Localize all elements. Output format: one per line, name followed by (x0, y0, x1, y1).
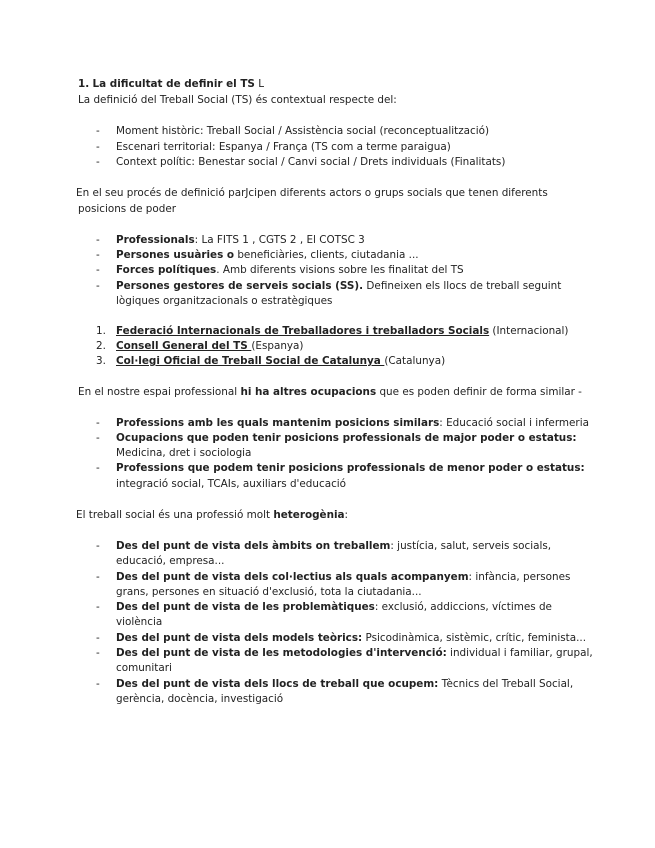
actors-paragraph-line: posicions de poder (78, 203, 177, 215)
list-bullet: - (96, 632, 100, 644)
list-bullet: - (96, 280, 100, 292)
occupations-paragraph: En el nostre espai professional hi ha altres ocupacions que es poden definir de forma similar - (78, 386, 582, 398)
list-item: Col·legi Oficial de Treball Social de Catalunya (Catalunya) (116, 355, 446, 367)
actors-paragraph-line: En el seu procés de definició parJcipen diferents actors o grups socials que tenen diferents (76, 187, 548, 199)
list-item-continuation: lògiques organitzacionals o estratègiques (116, 295, 333, 307)
list-item: Des del punt de vista dels àmbits on treballem: justícia, salut, serveis socials, (116, 540, 552, 552)
list-item: Ocupacions que poden tenir posicions professionals de major poder o estatus: (116, 432, 577, 444)
list-bullet: - (96, 678, 100, 690)
list-item-continuation: grans, persones en situació d'exclusió, tota la ciutadania... (116, 586, 422, 598)
list-item: Des del punt de vista de les metodologies d'intervenció: individual i familiar, grupal, (116, 647, 593, 659)
list-bullet: - (96, 647, 100, 659)
list-item: Persones usuàries o beneficiàries, clients, ciutadania ... (116, 249, 419, 261)
list-bullet: - (96, 601, 100, 613)
list-item-continuation: comunitari (116, 662, 172, 674)
list-item: Federació Internacionals de Treballadores i treballadors Socials (Internacional) (116, 325, 569, 337)
list-item-continuation: Medicina, dret i sociologia (116, 447, 252, 459)
list-item: Des del punt de vista de les problemàtiques: exclusió, addiccions, víctimes de (116, 601, 552, 613)
list-item: Des del punt de vista dels llocs de treball que ocupem: Tècnics del Treball Social, (116, 678, 574, 690)
list-item-continuation: educació, empresa... (116, 555, 225, 567)
list-number: 3. (96, 355, 106, 367)
list-bullet: - (96, 234, 100, 246)
intro-paragraph: La definició del Treball Social (TS) és contextual respecte del: (78, 94, 397, 106)
list-bullet: - (96, 462, 100, 474)
list-bullet: - (96, 417, 100, 429)
list-item: Des del punt de vista dels col·lectius als quals acompanyem: infància, persones (116, 571, 571, 583)
list-item: Des del punt de vista dels models teòrics: Psicodinàmica, sistèmic, crític, feminista... (116, 632, 587, 644)
list-item-continuation: violència (116, 616, 163, 628)
heading-suffix: L (254, 78, 265, 90)
list-item: Consell General del TS (Espanya) (116, 340, 304, 352)
list-bullet: - (96, 125, 100, 137)
list-item: Forces polítiques. Amb diferents visions sobre les finalitat del TS (116, 264, 464, 276)
heterogeneity-paragraph: El treball social és una professió molt heterogènia: (76, 509, 349, 521)
heading-number: 1. (78, 78, 90, 90)
list-item: Professions que podem tenir posicions professionals de menor poder o estatus: (116, 462, 585, 474)
list-item-continuation: gerència, docència, investigació (116, 693, 284, 705)
list-bullet: - (96, 141, 100, 153)
list-bullet: - (96, 432, 100, 444)
list-item: Persones gestores de serveis socials (SS). Defineixen els llocs de treball seguint (116, 280, 562, 292)
list-bullet: - (96, 156, 100, 168)
list-bullet: - (96, 249, 100, 261)
section-heading (78, 77, 264, 91)
list-number: 2. (96, 340, 106, 352)
list-item-continuation: integració social, TCAIs, auxiliars d'educació (116, 478, 347, 490)
list-bullet: - (96, 571, 100, 583)
list-bullet: - (96, 264, 100, 276)
list-item: Context polític: Benestar social / Canvi social / Drets individuals (Finalitats) (116, 156, 506, 168)
heading-title: La dificultat de definir el TS (92, 78, 255, 90)
list-item: Professions amb les quals mantenim posicions similars: Educació social i infermeria (116, 417, 589, 429)
list-bullet: - (96, 540, 100, 552)
list-item: Professionals: La FITS 1 , CGTS 2 , El COTSC 3 (116, 234, 365, 246)
list-item: Escenari territorial: Espanya / França (TS com a terme paraigua) (116, 141, 451, 153)
list-number: 1. (96, 325, 106, 337)
list-item: Moment històric: Treball Social / Assistència social (reconceptualització) (116, 125, 490, 137)
